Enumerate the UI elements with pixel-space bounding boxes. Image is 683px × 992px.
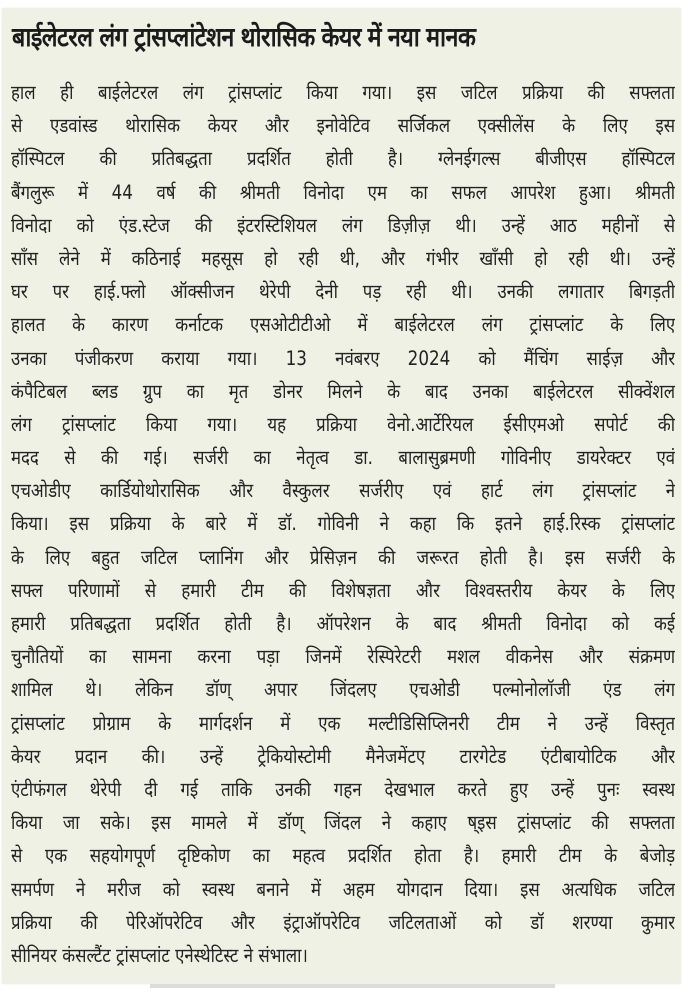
article-line-text: हाल ही बाईलेटरल लंग ट्रांसप्लांट किया गया। इस जटिल प्रक्रिया की सफ्लता [11,81,675,104]
article-line-text: किया जा सके। इस मामले में डॉण् जिंदल ने कहाए ष्इस ट्रांसप्लांट की सफ्लता [11,811,675,835]
article-line [11,242,675,275]
article-headline: बाईलेटरल लंग ट्रांसप्लांटेशन थोरासिक केयर में नया मानक [12,22,476,53]
article-line-text: एचओडीए कार्डियोथोरासिक और वैस्कुलर सर्जरीए एवं हार्ट लंग ट्रांसप्लांट ने [11,479,675,503]
article-line [11,275,675,308]
article-line [11,76,675,109]
article-line-text: ट्रांसप्लांट प्रोग्राम के मार्गदर्शन में एक मल्टीडिसिप्लिनरी टीम ने उन्हें विस्तृत [11,711,675,735]
article-line-text: हॉस्पिटल की प्रतिबद्धता प्रदर्शित होती है। ग्लेनईगल्स बीजीएस हॉस्पिटल [11,147,675,171]
article-line-text: मदद से की गई। सर्जरी का नेतृत्व डा. बालासुब्रमणी गोविनीए डायरेक्टर एवं [11,446,675,470]
article-line [11,740,675,773]
article-line-text: से एडवांस्ड थोरासिक केयर और इनोवेटिव सर्जिकल एक्सीलेंस के लिए इस [11,114,675,138]
article-line [11,342,675,375]
article-line [11,839,675,872]
article-line [11,375,675,408]
article-line [11,640,675,673]
article-line [11,308,675,341]
article-line-text: हालत के कारण कर्नाटक एसओटीटीओ में बाईलेटरल लंग ट्रांसप्लांट के लिए [11,313,675,337]
article-line [11,574,675,607]
article-line [11,773,675,806]
article-line-text: किया। इस प्रक्रिया के बारे में डॉ. गोविनी ने कहा कि इतने हाई.रिस्क ट्रांसप्लांट [11,512,675,536]
article-line-text: घर पर हाई.फ्लो ऑक्सीजन थेरेपी देनी पड़ रही थी। उनकी लगातार बिगड़ती [11,280,675,304]
article-line [11,541,675,574]
article-line-text: केयर प्रदान की। उन्हें ट्रेकियोस्टोमी मैनेजमेंटए टारगेटेड एंटीबायोटिक और [11,744,675,768]
article-line-text: विनोदा को एंड.स्टेज की इंटरस्टिशियल लंग डिज़ीज़ थी। उन्हें आठ महीनों से [11,213,675,237]
article-line-text: हमारी प्रतिबद्धता प्रदर्शित होती है। ऑपरेशन के बाद श्रीमती विनोदा को कई [11,612,675,635]
article-line-last [11,939,675,972]
article-line-text: चुनौतियों का सामना करना पड़ा जिनमें रेस्पिरेटरी मशल वीकनेस और संक्रमण [11,645,675,669]
article-line-text: कंपैटिबल ब्लड ग्रुप का मृत डोनर मिलने के बाद उनका बाईलेटरल सीक्वेंशल [11,379,675,403]
article-line-text: साँस लेने में कठिनाई महसूस हो रही थी, और गंभीर खाँसी हो रही थी। उन्हें [11,246,675,270]
article-line-text: प्रक्रिया की पेरिऑपरेटिव और इंट्राऑपरेटिव जटिलताओं को डॉ शरण्या कुमार [11,910,675,934]
article-line [11,474,675,507]
article-line-text: लंग ट्रांसप्लांट किया गया। यह प्रक्रिया वेनो.आर्टेरियल ईसीएमओ सपोर्ट की [11,412,675,436]
article-line-text: के लिए बहुत जटिल प्लानिंग और प्रेसिज़न की जरूरत होती है। इस सर्जरी के [11,545,675,569]
article-line [11,607,675,640]
article-line-text: बैंगलुरू में 44 वर्ष की श्रीमती विनोदा एम का सफल आपरेश हुआ। श्रीमती [11,180,675,204]
article-line-text: सफ्ल परिणामों से हमारी टीम की विशेषज्ञता और विश्वस्तरीय केयर के लिए [11,578,675,602]
article-line [11,873,675,906]
article-line [11,806,675,839]
article-line-text: एंटीफंगल थेरेपी दी गई ताकि उनकी गहन देखभाल करते हुए उन्हें पुनः स्वस्थ [11,777,675,801]
article-line [11,109,675,142]
article-line [11,441,675,474]
article-line-text: उनका पंजीकरण कराया गया। 13 नवंबरए 2024 को मैंचिंग साईज़ और [11,346,675,370]
article-line-text: से एक सहयोगपूर्ण दृष्टिकोण का महत्व प्रदर्शित होता है। हमारी टीम के बेजोड़ [11,844,675,868]
article-line [11,176,675,209]
article-body [11,76,675,972]
article-line [11,408,675,441]
article-line-text: शामिल थे। लेकिन डॉण् अपार जिंदलए एचओडी पल्मोनोलॉजी एंड लंग [11,678,675,702]
article-line-text: सीनियर कंसल्टैंट ट्रांसप्लांट एनेस्थेटिस्ट ने संभाला। [11,943,308,967]
article-line [11,142,675,175]
article-line [11,209,675,242]
article-line [11,507,675,540]
article-line [11,707,675,740]
article-line-text: समर्पण ने मरीज को स्वस्थ बनाने में अहम योगदान दिया। इस अत्यधिक जटिल [11,877,675,901]
newspaper-clipping [2,8,681,984]
article-line [11,906,675,939]
page-edge-shadow [150,984,555,988]
article-line [11,673,675,706]
